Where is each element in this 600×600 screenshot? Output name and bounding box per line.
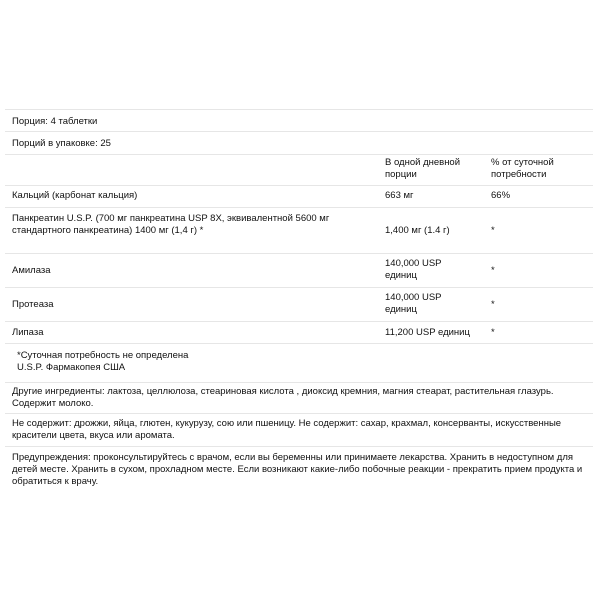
nutrient-amount: 140,000 USP единиц [385, 258, 442, 281]
nutrient-daily-value: * [491, 299, 495, 310]
table-row [5, 207, 593, 253]
header-daily-value: % от суточной потребности [491, 157, 554, 180]
table-row [5, 287, 593, 321]
servings-per-container-row [5, 131, 593, 154]
nutrient-name: Кальций (карбонат кальция) [12, 190, 138, 201]
nutrient-name: Амилаза [12, 265, 51, 276]
table-row [5, 253, 593, 287]
nutrient-amount: 11,200 USP единиц [385, 327, 470, 338]
nutrient-amount: 1,400 мг (1.4 г) [385, 225, 450, 236]
nutrient-amount: 663 мг [385, 190, 414, 201]
footnotes-row [5, 343, 593, 383]
nutrient-name: Панкреатин U.S.P. (700 мг панкреатина USP 8X, эквивалентной 5600 мг стандартного панкреатина) 1400 мг (1,4 г) * [12, 213, 330, 236]
table-header-row [5, 154, 593, 185]
nutrient-name: Протеаза [12, 299, 54, 310]
servings-per-container: Порций в упаковке: 25 [12, 138, 111, 149]
does-not-contain: Не содержит: дрожжи, яйца, глютен, кукурузу, сою или пшеницу. Не содержит: сахар, крахмал, консерванты, искусственные красители цвета, вкуса или аромата. [12, 418, 562, 441]
nutrient-daily-value: * [491, 265, 495, 276]
warnings: Предупреждения: проконсультируйтесь с врачом, если вы беременны или принимаете лекарства. Хранить в недоступном для детей месте. Хранить в сухом, прохладном месте. Если возникают какие-либо побочные реакции - прекратить прием продукта и обратиться к врачу. [12, 452, 583, 487]
header-amount: В одной дневной порции [385, 157, 461, 180]
footnote-daily-value: *Суточная потребность не определена [17, 350, 189, 361]
table-row [5, 185, 593, 207]
nutrient-daily-value: 66% [491, 190, 511, 201]
nutrient-daily-value: * [491, 225, 495, 236]
table-row [5, 321, 593, 343]
nutrient-amount: 140,000 USP единиц [385, 292, 442, 315]
divider [5, 446, 593, 447]
serving-size-row [5, 109, 593, 131]
serving-size: Порция: 4 таблетки [12, 116, 98, 127]
nutrient-daily-value: * [491, 327, 495, 338]
divider [5, 413, 593, 414]
footnotes [17, 350, 188, 374]
footnote-usp: U.S.P. Фармакопея США [17, 362, 126, 373]
other-ingredients: Другие ингредиенты: лактоза, целлюлоза, стеариновая кислота , диоксид кремния, магния стеарат, растительная глазурь. Содержит молоко. [12, 386, 554, 409]
supplement-facts-panel [5, 109, 593, 383]
nutrient-name: Липаза [12, 327, 44, 338]
